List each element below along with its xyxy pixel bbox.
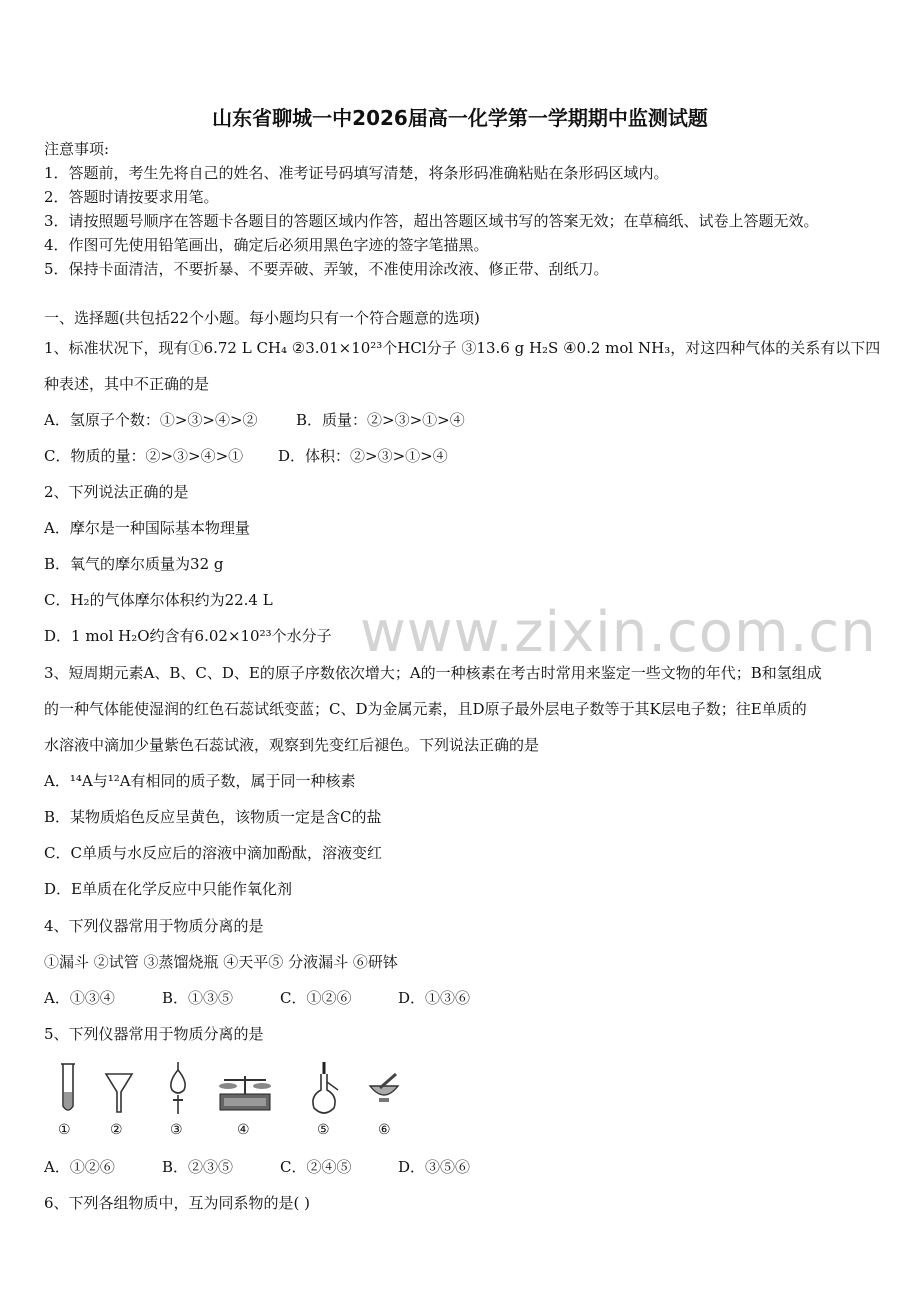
question-1-stem-line1: 1、标准状况下，现有①6.72 L CH₄ ②3.01×10²³个HCl分子 ③13.6 g H₂S ④0.2 mol NH₃，对这四种气体的关系有以下四: [44, 339, 881, 357]
option-a: A．①②⑥: [44, 1158, 115, 1176]
notice-item: 1．答题前，考生先将自己的姓名、准考证号码填写清楚，将条形码准确粘贴在条形码区域内。: [44, 164, 669, 182]
figure-label: ⑥: [378, 1122, 391, 1138]
option-b: B．②③⑤: [162, 1158, 234, 1176]
question-2-stem: 2、下列说法正确的是: [44, 483, 189, 501]
option-c: C．H₂的气体摩尔体积约为22.4 L: [44, 591, 273, 609]
question-5-options: [44, 1158, 470, 1176]
question-3-stem-line2: 的一种气体能使湿润的红色石蕊试纸变蓝；C、D为金属元素，且D原子最外层电子数等于其K层电子数；往E单质的: [44, 700, 807, 718]
notice-item: 5．保持卡面清洁，不要折暴、不要弄破、弄皱，不准使用涂改液、修正带、刮纸刀。: [44, 260, 609, 278]
section-title: 一、选择题(共包括22个小题。每小题均只有一个符合题意的选项): [44, 309, 480, 327]
notice-heading: 注意事项:: [44, 140, 110, 158]
option-a: A．摩尔是一种国际基本物理量: [44, 519, 250, 537]
separatory-funnel-icon: [164, 1060, 192, 1118]
option-a: A．¹⁴A与¹²A有相同的质子数，属于同一种核素: [44, 772, 356, 790]
funnel-icon: [104, 1060, 134, 1116]
option-d: D．体积：②>③>①>④: [278, 447, 448, 465]
option-c: C．C单质与水反应后的溶液中滴加酚酞，溶液变红: [44, 844, 382, 862]
question-3-stem-line1: 3、短周期元素A、B、C、D、E的原子序数依次增大；A的一种核素在考古时常用来鉴定一些文物的年代；B和氢组成: [44, 664, 822, 682]
option-b: B．①③⑤: [162, 989, 234, 1007]
figure-label: ①: [58, 1122, 71, 1138]
option-b: B．某物质焰色反应呈黄色，该物质一定是含C的盐: [44, 808, 382, 826]
question-4-options: [44, 989, 470, 1007]
option-d: D．③⑤⑥: [398, 1158, 471, 1176]
apparatus-figure: [44, 1060, 464, 1144]
option-a: A．氢原子个数：①>③>④>②: [44, 411, 258, 429]
option-c: C．②④⑤: [280, 1158, 352, 1176]
figure-label: ②: [110, 1122, 123, 1138]
option-d: D．①③⑥: [398, 989, 471, 1007]
option-a: A．①③④: [44, 989, 115, 1007]
question-4-items: ①漏斗 ②试管 ③蒸馏烧瓶 ④天平⑤ 分液漏斗 ⑥研钵: [44, 953, 398, 971]
question-3-stem-line3: 水溶液中滴加少量紫色石蕊试液，观察到先变红后褪色。下列说法正确的是: [44, 736, 540, 754]
watermark: www.zixin.com.cn: [360, 600, 877, 665]
distillation-flask-icon: [308, 1060, 340, 1118]
option-b: B．氧气的摩尔质量为32 g: [44, 555, 224, 573]
figure-label: ③: [170, 1122, 183, 1138]
option-d: D．1 mol H₂O约含有6.02×10²³个水分子: [44, 627, 332, 645]
question-1-options-cd: [44, 447, 448, 465]
question-1-options-ab: [44, 411, 465, 429]
option-d: D．E单质在化学反应中只能作氧化剂: [44, 880, 292, 898]
option-b: B．质量：②>③>①>④: [296, 411, 465, 429]
question-1-stem-line2: 种表述，其中不正确的是: [44, 375, 210, 393]
option-c: C．①②⑥: [280, 989, 352, 1007]
test-tube-icon: [58, 1060, 78, 1116]
figure-label: ④: [237, 1122, 250, 1138]
question-6-stem: 6、下列各组物质中，互为同系物的是( ): [44, 1194, 311, 1212]
notice-item: 4．作图可先使用铅笔画出，确定后必须用黑色字迹的签字笔描黑。: [44, 236, 489, 254]
notice-item: 2．答题时请按要求用笔。: [44, 188, 219, 206]
page-title: 山东省聊城一中2026届高一化学第一学期期中监测试题: [212, 106, 708, 130]
balance-scale-icon: [216, 1060, 274, 1116]
question-4-stem: 4、下列仪器常用于物质分离的是: [44, 917, 264, 935]
mortar-pestle-icon: [366, 1060, 402, 1116]
question-5-stem: 5、下列仪器常用于物质分离的是: [44, 1025, 264, 1043]
figure-label: ⑤: [317, 1122, 330, 1138]
option-c: C．物质的量：②>③>④>①: [44, 447, 244, 465]
notice-item: 3．请按照题号顺序在答题卡各题目的答题区域内作答，超出答题区域书写的答案无效；在草稿纸、试卷上答题无效。: [44, 212, 819, 230]
